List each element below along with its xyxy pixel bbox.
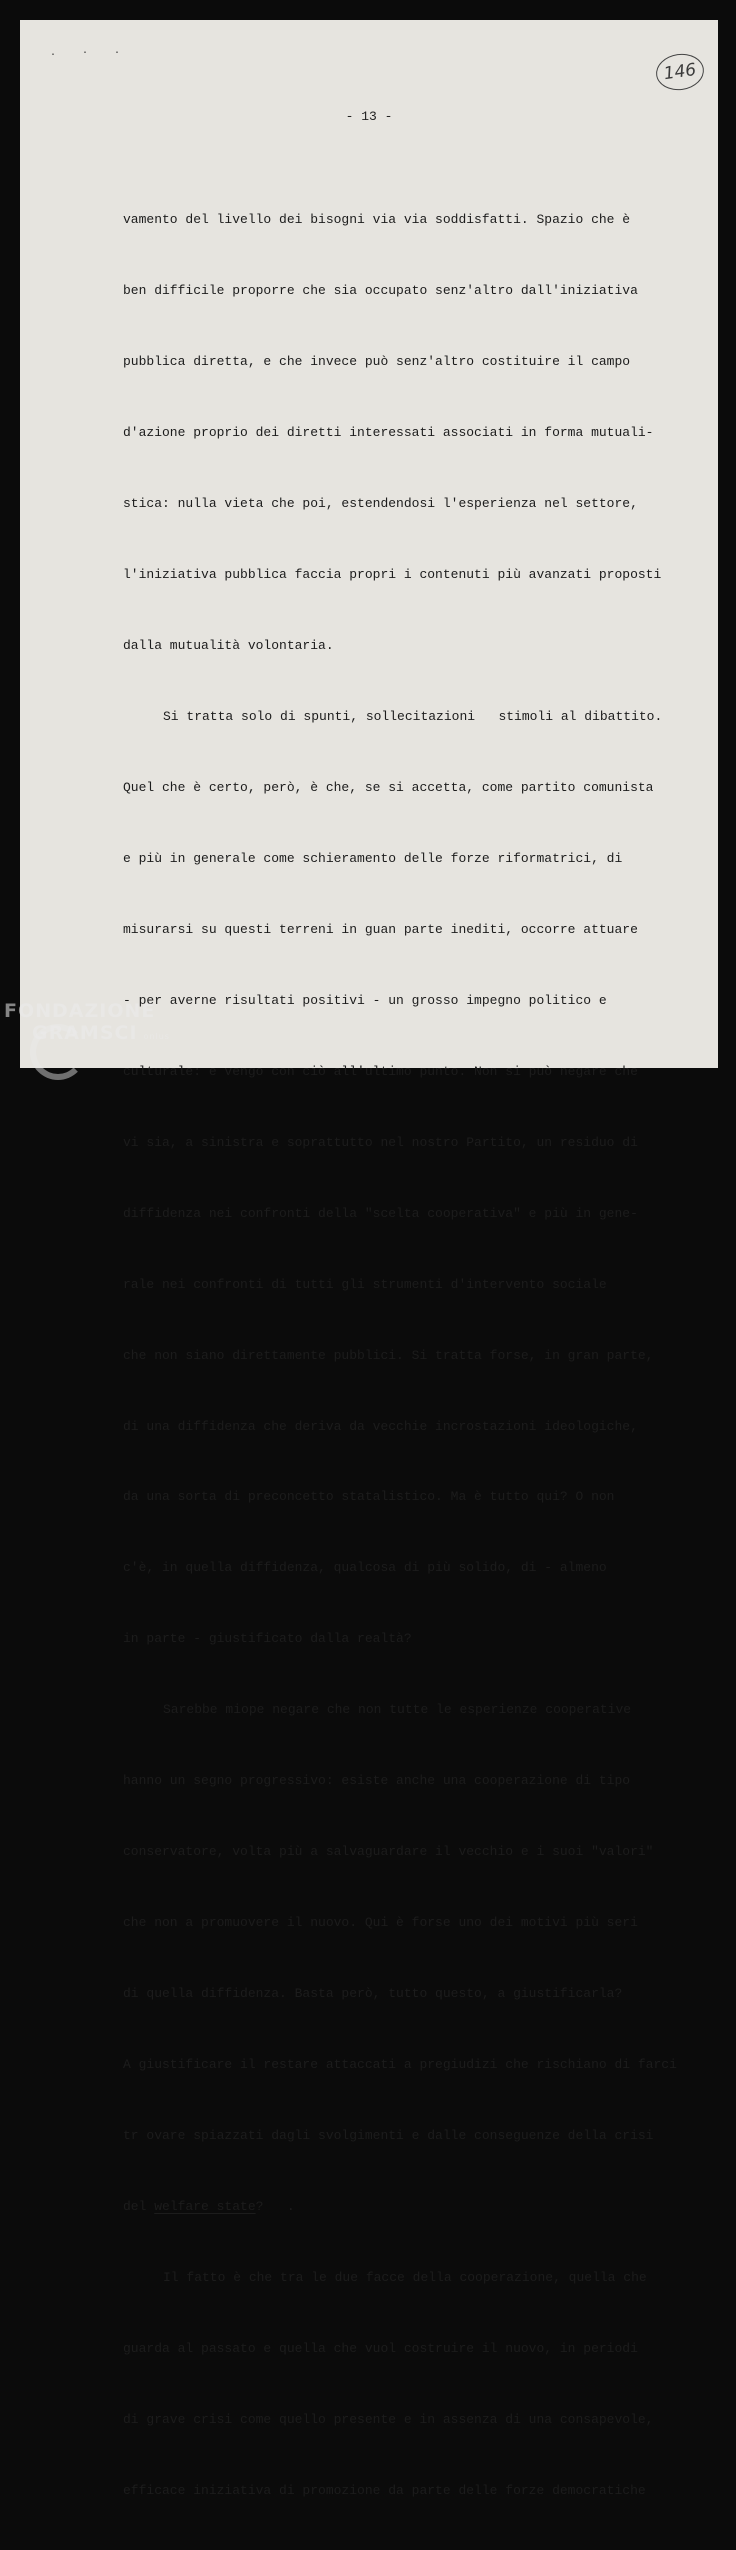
text-line: che non siano direttamente pubblici. Si tratta forse, in gran parte,	[123, 1347, 654, 1363]
text-line: vi sia, a sinistra e soprattutto nel nostro Partito, un residuo di	[123, 1134, 638, 1150]
text-line: pubblica diretta, e che invece può senz'altro costituire il campo	[123, 354, 631, 370]
text-line: stica: nulla vieta che poi, estendendosi l'esperienza nel settore,	[123, 496, 638, 512]
folio-number-stamp	[654, 51, 707, 93]
fondazione-gramsci-watermark	[4, 1000, 170, 1044]
text-line: di grave crisi come quello presente e in assenza di una consapevole,	[123, 2411, 654, 2427]
text-line: da una sorta di preconcetto statalistico. Ma è tutto qui? O non	[123, 1489, 615, 1505]
watermark-line1: FONDAZIONE	[4, 1000, 156, 1022]
text-line: dalla mutualità volontaria.	[123, 638, 334, 654]
document-page	[20, 20, 718, 2498]
text-line: in parte - giustificato dalla realtà?	[123, 1631, 412, 1647]
text-line: culturale: e vengo con ciò all'ultimo punto. Non si può negare che	[123, 1063, 638, 1079]
text-line: rale nei confronti di tutti gli strumenti d'intervento sociale	[123, 1276, 607, 1292]
text-segment: ? .	[255, 2199, 295, 2214]
underlined-term: welfare state	[154, 2199, 256, 2214]
text-line: hanno un segno progressivo: esiste anche una cooperazione di tipo	[123, 1773, 631, 1789]
text-line: misurarsi su questi terreni in guan parte inediti, occorre attuare	[123, 921, 638, 937]
text-line: tr ovare spiazzati dagli svolgimenti e dalle conseguenze della crisi	[123, 2128, 654, 2144]
text-line: A giustificare il restare attaccati a pregiudizi che rischiano di farci	[123, 2057, 677, 2073]
text-line: che non a promuovere il nuovo. Qui è forse uno dei motivi più seri	[123, 1915, 638, 1931]
text-line-welfare-state	[123, 2195, 713, 2219]
text-line: diffidenza nei confronti della "scelta cooperativa" e più in gene-	[123, 1205, 638, 1221]
corner-marks: . · ·	[50, 48, 131, 59]
text-line: vamento del livello dei bisogni via via soddisfatti. Spazio che è	[123, 212, 631, 228]
text-line: e più in generale come schieramento delle forze riformatrici, di	[123, 850, 623, 866]
text-line: conservatore, volta più a salvaguardare il vecchio e i suoi "valori"	[123, 1844, 654, 1860]
watermark-onlus: onlus	[143, 1032, 170, 1041]
text-line: c'è, in quella diffidenza, qualcosa di più solido, di - almeno	[123, 1560, 607, 1576]
text-line: d'azione proprio dei diretti interessati associati in forma mutuali-	[123, 425, 654, 441]
watermark-logo-mark	[30, 1024, 86, 1080]
body-text	[123, 161, 713, 2550]
watermark-gramsci: GRAMSCI	[32, 1022, 138, 1044]
text-line: Quel che è certo, però, è che, se si accetta, come partito comunista	[123, 779, 654, 795]
watermark-line2	[4, 1022, 170, 1044]
text-segment: del	[123, 2199, 155, 2214]
text-line: l'iniziativa pubblica faccia propri i contenuti più avanzati proposti	[123, 567, 662, 583]
paragraph-start-line: Il fatto è che tra le due facce della cooperazione, quella che	[163, 2269, 647, 2285]
text-line: ben difficile proporre che sia occupato senz'altro dall'iniziativa	[123, 283, 638, 299]
text-line: di quella diffidenza. Basta però, tutto questo, a giustificarla?	[123, 1986, 623, 2002]
paragraph-start-line: Sarebbe miope negare che non tutte le esperienze cooperative	[163, 1702, 632, 1718]
text-line: - per averne risultati positivi - un grosso impegno politico e	[123, 992, 607, 1008]
text-line: efficace iniziativa di promozione da parte delle forze democratiche	[123, 2482, 646, 2498]
text-line: di una diffidenza che deriva da vecchie incrostazioni ideologiche,	[123, 1418, 638, 1434]
page-number: - 13 -	[345, 109, 393, 124]
folio-number: 146	[662, 59, 698, 85]
text-line: guarda al passato e quella che vuol costruire il nuovo, in periodi	[123, 2340, 638, 2356]
paragraph-start-line: Si tratta solo di spunti, sollecitazioni stimoli al dibattito.	[163, 708, 663, 724]
